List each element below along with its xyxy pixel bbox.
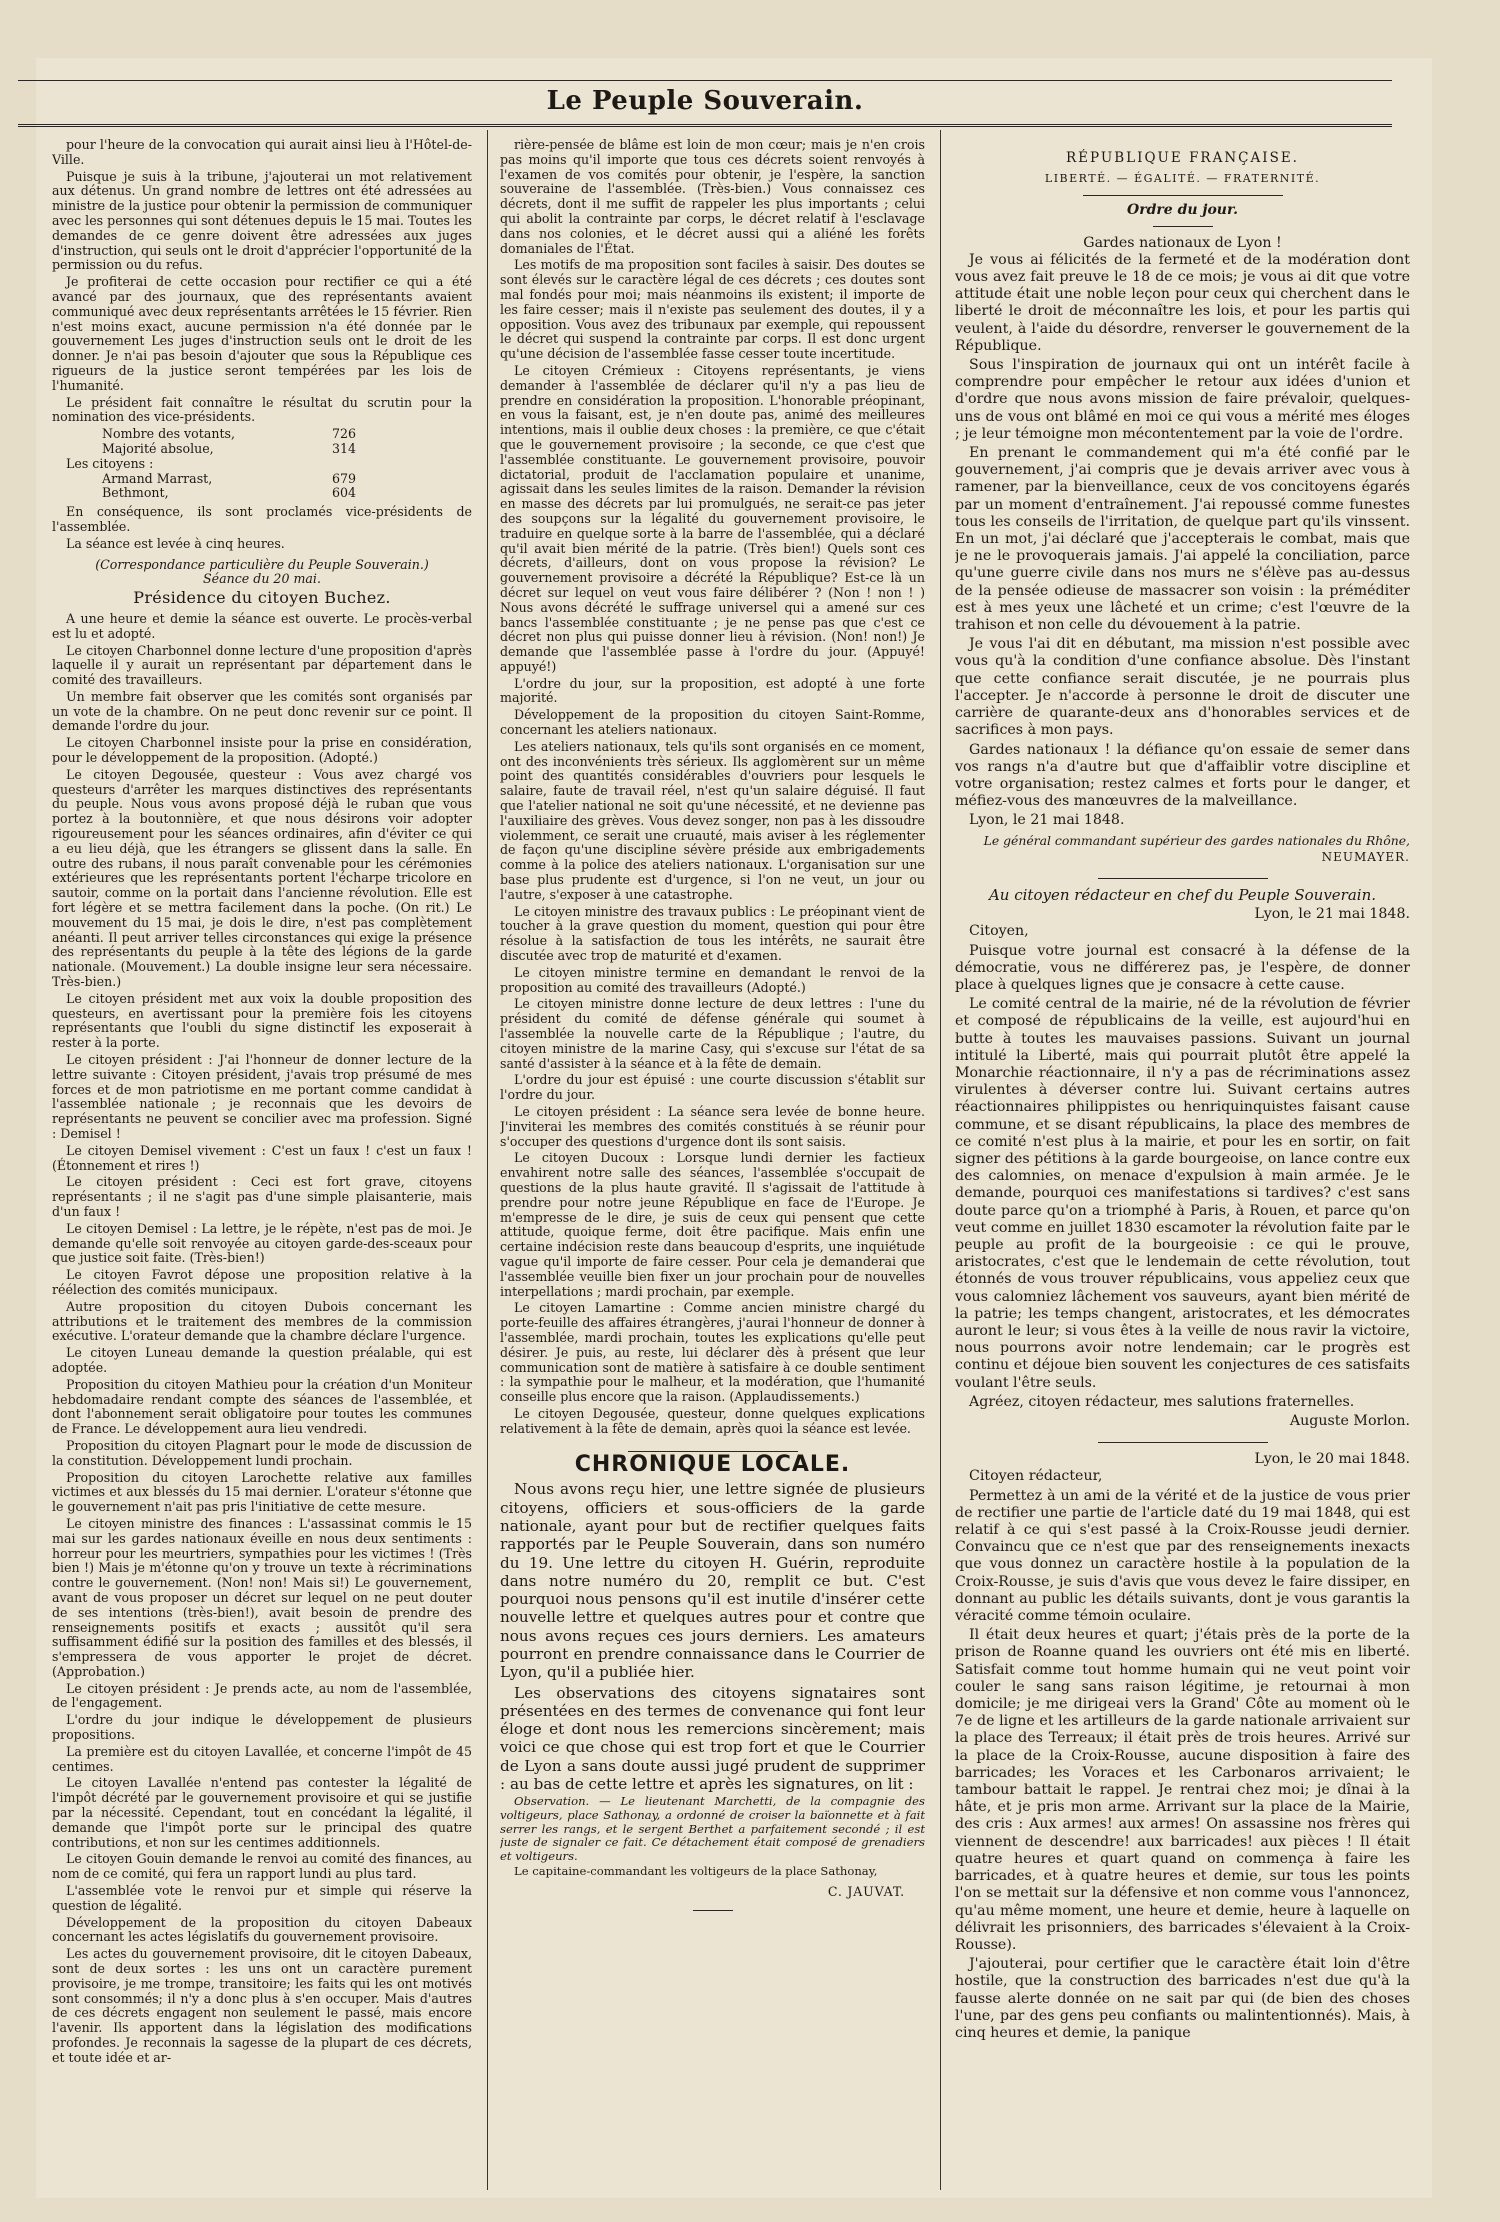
paragraph: Le comité central de la mairie, né de la révolution de février et composé de républicains de la veille, est aujourd'hui en butte à toutes les mauvaises passions. Suivant un journal intitulé la Liberté, mais qui pourrait plutôt être appelé la Monarchie réactionnaire, il n'y a pas de récriminations assez virulentes à déverser contre lui. Suivant certains autres réactionnaires philippistes ou henriquinquistes faisant cause commune, et se disant républicains, la place des membres de ce comité n'est plus à la mairie, et pour les en sortir, on fait signer des pétitions à la garde bourgeoise, on lance contre eux des calomnies, on menace d'expulsion à main armée. Je le demande, pourquoi ces manifestations si tardives? c'est sans doute parce qu'on a triomphé à Paris, à Rouen, et parce qu'on veut comme en juillet 1830 escamoter la révolution faite par le peuple au profit de la bourgeoisie : ce qui le prouve, aristocrates, c'est que le lendemain de cette révolution, tout étonnés de vous trouver républicains, vous appeliez ceux que vous calomniez lâchement vos sauveurs, ayant bien mérité de la patrie; les temps changent, aristocrates, et les démocrates auront le leur; si vous êtes à la veille de nous ravir la victoire, nous pourrons avoir notre lendemain; car le progrès est continu et déjoue bien souvent les conjectures de ces satisfaits voulant l'être seuls.: [955, 996, 1410, 1391]
header-rule-short: [1153, 226, 1213, 227]
end-rule: [693, 1910, 733, 1911]
signature: C. JAUVAT.: [827, 1883, 905, 1899]
paragraph: Nous avons reçu hier, une lettre signée de plusieurs citoyens, officiers et sous-officiers de la garde nationale, ayant pour but de rectifier quelques faits rapportés par le Peuple Souverain, dans son numéro du 19. Une lettre du citoyen H. Guérin, reproduite dans notre numéro du 20, remplit ce but. C'est pourquoi nous pensons qu'il est inutile d'insérer cette nouvelle lettre et quelques autres pour et contre que nous avons reçues ces jours derniers. Les amateurs pourront en prendre connaissance dans le Courrier de Lyon, qu'il a publiée hier.: [500, 1480, 925, 1682]
paragraph: J'ajouterai, pour certifier que le caractère était loin d'être hostile, que la construction des barricades n'est due qu'à la fausse alerte donnée on ne sait par qui (de bien des choses l'une, par des gens peu confiants ou malintentionnés). Mais, à cinq heures et demie, la panique: [955, 1956, 1410, 2041]
paragraph: Le citoyen président : J'ai l'honneur de donner lecture de la lettre suivante : Citoyen président, j'avais trop présumé de mes forces et de mon patriotisme en me portant comme candidat à l'assemblée nationale ; je reconnais que les devoirs de représentants ne peuvent se concilier avec ma profession. Signé : Demisel !: [52, 1052, 472, 1141]
vote-label: Les citoyens :: [66, 455, 154, 471]
paragraph: En prenant le commandement qui m'a été confié par le gouvernement, j'ai compris que je devais arriver avec vous à ramener, par la bienveillance, ceux de vos concitoyens égarés par un moment d'entraînement. J'ai repoussé comme funestes tous les conseils de l'irritation, de quelque part qu'ils vinssent. En un mot, j'ai déclaré que j'accepterais le combat, mais que je ne le provoquerais jamais. J'ai appelé la conciliation, parce qu'une guerre civile dans nos murs ne s'élève pas au-dessus de la pensée odieuse de massacrer son voisin : la préméditer est à mes yeux une lâcheté et un crime; c'est l'œuvre de la trahison et non celle du dévouement à la patrie.: [955, 445, 1410, 634]
paragraph: Le citoyen Luneau demande la question préalable, qui est adoptée.: [52, 1345, 472, 1375]
candidate-row: Armand Marrast, 679: [102, 470, 356, 486]
chronique-heading: CHRONIQUE LOCALE.: [574, 1451, 851, 1477]
paragraph: Le citoyen président : La séance sera levée de bonne heure. J'inviterai les membres des comités constitués à se réunir pour s'occuper des questions d'urgence dont ils sont saisis.: [500, 1104, 925, 1149]
paragraph: L'ordre du jour, sur la proposition, est adopté à une forte majorité.: [500, 675, 925, 706]
paragraph: Le citoyen Crémieux : Citoyens représentants, je viens demander à l'assemblée de déclarer qu'il n'y a pas lieu de prendre en considération la proposition. L'honorable préopinant, en vous la faisant, est, je n'en doute pas, animé des meilleures intentions, mais il oublie deux choses : la première, ce que c'était que le gouvernement provisoire ; la seconde, ce que c'est que l'assemblée constituante. Le gouvernement provisoire, pouvoir dictatorial, produit de l'acclamation populaire et unanime, agissait dans les seules limites de la raison. Demander la révision en masse des décrets par lui promulgués, ne serait-ce pas jeter des soupçons sur la légalité du gouvernement provisoire, le traduire en quelque sorte à la barre de l'assemblée, qui a déclaré qu'il avait bien mérité de la patrie. (Très bien!) Quels sont ces décrets, d'ailleurs, dont on vous propose la révision? Le gouvernement provisoire a décrété la République? Est-ce là un décret sur lequel on veut vous faire délibérer ? (Non ! non ! ) Nous avons décrété le suffrage universel qui a amené sur ces bancs l'assemblée constituante ; je ne pense pas que c'est ce décret non plus qui puisse donner lieu à révision. (Non! non!) Je demande que l'assemblée passe à l'ordre du jour. (Appuyé! appuyé!): [500, 362, 925, 674]
paragraph: Le citoyen Gouin demande le renvoi au comité des finances, au nom de ce comité, qui fera un rapport lundi au plus tard.: [52, 1851, 472, 1882]
session-report: [52, 612, 472, 2066]
paragraph: Le citoyen Lavallée n'entend pas contester la légalité de l'impôt décrété par le gouvernement provisoire et qui se justifie par la nécessité. Cependant, tout en concédant la légalité, il demande que l'impôt porte sur le principal des quatre contributions, et non sur les centimes additionnels.: [52, 1775, 472, 1850]
ordre-du-jour-heading: Ordre du jour.: [1127, 202, 1238, 219]
dateline: Lyon, le 21 mai 1848.: [1254, 906, 1410, 923]
signature-title: Le général commandant supérieur des gardes nationales du Rhône,: [983, 832, 1410, 848]
paragraph: Développement de la proposition du citoyen Dabeaux concernant les actes législatifs du gouvernement provisoire.: [52, 1914, 472, 1945]
column-1: [52, 138, 472, 2068]
paragraph: Un membre fait observer que les comités sont organisés par un vote de la chambre. On ne peut donc revenir sur ce point. Il demande l'ordre du jour.: [52, 688, 472, 734]
header-rule: [1083, 195, 1283, 196]
signature: NEUMAYER.: [1321, 849, 1410, 864]
signature: Auguste Morlon.: [1289, 1413, 1410, 1430]
paragraph: La séance est levée à cinq heures.: [66, 535, 285, 551]
paragraph: Proposition du citoyen Larochette relative aux familles victimes et aux blessés du 15 mai dernier. L'orateur s'étonne que le gouvernement n'ait pas pris l'initiative de cette mesure.: [52, 1469, 472, 1515]
paragraph: Le citoyen Charbonnel donne lecture d'une proposition d'après laquelle il y aurait un représentant par département dans le comité des travailleurs.: [52, 642, 472, 688]
paragraph: Je vous l'ai dit en débutant, ma mission n'est possible avec vous qu'à la condition d'une confiance absolue. Dès l'instant que cette confiance serait discutée, je ne pourrais plus l'accepter. Je n'accorde à personne le droit de discuter une carrière de quarante-deux ans d'honorables services et de sacrifices à mon pays.: [955, 636, 1410, 739]
section-rule: [1098, 1442, 1268, 1443]
presidence-heading: Présidence du citoyen Buchez.: [133, 588, 391, 608]
paragraph: Gardes nationaux ! la défiance qu'on essaie de semer dans vos rangs n'a d'autre but que d'affaiblir votre discipline et votre organisation; restez calmes et forts pour le danger, et méfiez-vous des manœuvres de la malveillance.: [955, 741, 1410, 810]
paragraph: Le citoyen Favrot dépose une proposition relative à la réélection des comités municipaux.: [52, 1267, 472, 1297]
paragraph: Le président fait connaître le résultat du scrutin pour la nomination des vice-présidents.: [52, 394, 472, 425]
paragraph: Le citoyen Degousée, questeur, donne quelques explications relativement à la fête de demain, après quoi la séance est levée.: [500, 1405, 925, 1436]
republique-title: RÉPUBLIQUE FRANÇAISE.: [1066, 150, 1299, 166]
correspondence-note: (Correspondance particulière du Peuple Souverain.): [95, 556, 429, 572]
paragraph: Le citoyen Charbonnel insiste pour la prise en considération, pour le développement de la proposition. (Adopté.): [52, 735, 472, 766]
paragraph: Le citoyen Ducoux : Lorsque lundi dernier les factieux envahirent notre salle des séances, l'assemblée s'occupait de questions de la plus haute gravité. Il s'agissait de l'attitude à prendre pour notre jeune République en face de l'Europe. Je m'empresse de le dire, je suis de ceux qui pensent que cette attitude, quoique ferme, doit être pacifique. Mais enfin une certaine indécision reste dans beaucoup d'esprits, une inquiétude vague qu'il importe de faire cesser. Pour cela je demanderai que l'assemblée veuille bien fixer un jour prochain pour de nouvelles interpellations ; mardi prochain, par exemple.: [500, 1150, 925, 1299]
paragraph: Je profiterai de cette occasion pour rectifier ce qui a été avancé par des journaux, que des représentants avaient communiqué avec deux représentants arrêtées le 15 février. Rien n'est moins exact, aucune permission n'a été donnée par le gouvernement Les juges d'instruction seuls ont le droit de les donner. Je n'ai pas besoin d'ajouter que sous la République ces rigueurs de la justice seront tempérées par les lois de l'humanité.: [52, 274, 472, 393]
paragraph: Les ateliers nationaux, tels qu'ils sont organisés en ce moment, ont des inconvénients très sérieux. Ils agglomèrent sur un même point des quantités considérables d'ouvriers pour lesquels le salaire, faute de travail réel, n'est qu'un salaire déguisé. Il faut que l'atelier national ne soit qu'une nécessité, et ne devienne pas l'auxiliaire des grèves. Vous devez songer, non pas à les dissoudre violemment, ce serait une cruauté, mais aviser à les réglementer de façon qu'une discipline sévère préside aux embrigadements comme à la police des ateliers nationaux. L'organisation sur une base plus prudente est d'urgence, si l'on ne veut, un jour ou l'autre, s'exposer à une catastrophe.: [500, 738, 925, 902]
masthead-rule-bottom: [18, 124, 1392, 127]
paragraph: Le citoyen président : Je prends acte, au nom de l'assemblée, de l'engagement.: [52, 1680, 472, 1711]
paragraph: Observation. — Le lieutenant Marchetti, de la compagnie des voltigeurs, place Sathonay, a ordonné de croiser la baïonnette et à fait serrer les rangs, et le sergent Berthet a parfaitement secondé ; il est juste de signaler ce fait. Ce détachement était composé de grenadiers et voltigeurs.: [500, 1794, 925, 1863]
paragraph: rière-pensée de blâme est loin de mon cœur; mais je n'en crois pas moins qu'il importe que tous ces décrets soient renvoyés à l'examen de vos comités pour obtenir, je l'espère, la sanction souveraine de l'assemblée. (Très-bien.) Vous connaissez ces décrets, dont il me suffit de rappeler les plus importants ; celui qui abolit la contrainte par corps, le décret relatif à l'esclavage dans nos colonies, et le décret aussi qui a aliéné les forêts domaniales de l'État.: [500, 138, 925, 256]
observation-notice: [500, 1795, 925, 1879]
paragraph: Autre proposition du citoyen Dubois concernant les attributions et le traitement des membres de la commission exécutive. L'orateur demande que la chambre déclare l'urgence.: [52, 1298, 472, 1344]
paragraph: Sous l'inspiration de journaux qui ont un intérêt facile à comprendre pour empêcher le retour aux idées d'union et d'ordre que nous avons mission de faire prévaloir, quelques-uns de vous ont blâmé en moi ce qui vous a mérité mes éloges ; je leur témoigne mon mécontentement par la voie de l'ordre.: [955, 357, 1410, 442]
paragraph: Développement de la proposition du citoyen Saint-Romme, concernant les ateliers nationaux.: [500, 707, 925, 738]
vote-row: Nombre des votants, 726: [102, 426, 356, 442]
column-divider-1: [487, 130, 488, 2190]
paragraph: Le capitaine-commandant les voltigeurs de la place Sathonay,: [514, 1864, 878, 1879]
section-rule: [1098, 878, 1268, 879]
paragraph: Puisque je suis à la tribune, j'ajouterai un mot relativement aux détenus. Un grand nombre de lettres ont été adressées au ministre de la justice pour obtenir la permission de communiquer avec les personnes qui sont détenues depuis le 15 mai. Toutes les demandes de ce genre doivent être adressées aux juges d'instruction, qui seuls ont le droit d'apprécier l'opportunité de la permission ou du refus.: [52, 168, 472, 273]
paragraph: Agréez, citoyen rédacteur, mes salutions fraternelles.: [969, 1393, 1355, 1410]
vote-results: [52, 427, 472, 501]
paragraph: L'ordre du jour est épuisé : une courte discussion s'établit sur l'ordre du jour.: [500, 1072, 925, 1103]
paragraph: Le citoyen Demisel : La lettre, je le répète, n'est pas de moi. Je demande qu'elle soit renvoyée au citoyen garde-des-sceaux pour que justice soit faite. (Très-bien!): [52, 1220, 472, 1266]
paragraph: Le citoyen président met aux voix la double proposition des questeurs, en avertissant pour la première fois les citoyens représentants que l'oubli du signe distinctif les exposerait à rester à la porte.: [52, 990, 472, 1051]
newspaper-title: Le Peuple Souverain.: [546, 86, 864, 116]
chronique-body: [500, 1480, 925, 1793]
republique-header: [955, 150, 1410, 227]
paragraph: L'ordre du jour indique le développement de plusieurs propositions.: [52, 1712, 472, 1743]
paragraph: Le citoyen Demisel vivement : C'est un faux ! c'est un faux ! (Étonnement et rires !): [52, 1142, 472, 1173]
candidate-row: Bethmont, 604: [102, 485, 356, 501]
paragraph: Proposition du citoyen Mathieu pour la création d'un Moniteur hebdomadaire rendant compte des séances de l'assemblée, et dont l'abonnement serait obligatoire pour toutes les communes de France. Le développement aura lieu vendredi.: [52, 1376, 472, 1437]
paragraph: La première est du citoyen Lavallée, et concerne l'impôt de 45 centimes.: [52, 1743, 472, 1774]
salutation: Citoyen,: [969, 923, 1029, 940]
paragraph: Le citoyen ministre donne lecture de deux lettres : l'une du président du comité de défense générale qui soumet à l'assemblée la nouvelle carte de la République ; l'autre, du citoyen ministre de la marine Casy, qui s'excuse sur l'état de sa santé d'assister à la séance et à la fête de demain.: [500, 996, 925, 1071]
masthead-rule-top: [18, 80, 1392, 81]
letter-heading: Au citoyen rédacteur en chef du Peuple Souverain.: [988, 885, 1377, 904]
column-3: [955, 138, 1410, 2044]
paragraph: Le citoyen président : Ceci est fort grave, citoyens représentants ; il ne s'agit pas d'une simple plaisanterie, mais d'un faux !: [52, 1174, 472, 1219]
paragraph: Permettez à un ami de la vérité et de la justice de vous prier de rectifier une partie de l'article daté du 19 mai 1848, qui est relatif à ce qui s'est passé à la Croix-Rousse jeudi dernier. Convaincu que ce n'est que par des renseignements inexacts que vous donnez un caractère hostile à la population de la Croix-Rousse, je suis d'avis que vous devez le faire dissiper, en donnant au public les détails suivants, dont je vous garantis la véracité comme témoin oculaire.: [955, 1487, 1410, 1625]
paragraph: Le citoyen Lamartine : Comme ancien ministre chargé du porte-feuille des affaires étrangères, j'aurai l'honneur de donner à l'assemblée, mardi prochain, toutes les explications qu'elle peut désirer. Je puis, au reste, lui déclarer dès à présent que leur communication sont de matière à satisfaire à ce double sentiment : la sympathie pour le malheur, et la modération, que l'humanité conseille plus encore que la raison. (Applaudissements.): [500, 1300, 925, 1405]
republique-motto: LIBERTÉ. — ÉGALITÉ. — FRATERNITÉ.: [1044, 172, 1321, 186]
paragraph: Les observations des citoyens signataires sont présentées en des termes de convenance qui font leur éloge et dont nous les remercions sincèrement; mais voici ce que chose qui est trop fort et que le Courrier de Lyon a sans doute aussi jugé prudent de supprimer : au bas de cette lettre et après les signatures, on lit :: [500, 1683, 925, 1794]
paragraph: Je vous ai félicités de la fermeté et de la modération dont vous avez fait preuve le 18 de ce mois; je vous ai dit que votre attitude était une noble leçon pour ceux qui cherchent dans le liberté le droit de méconnaître les lois, et pour les partis qui veulent, à l'aide du désordre, renverser le gouvernement de la République.: [955, 251, 1410, 354]
paragraph: Il était deux heures et quart; j'étais près de la porte de la prison de Roanne quand les ouvriers ont été mis en liberté. Satisfait comme tout homme humain qui ne veut point voir couler le sang sans raison légitime, je retournai à mon domicile; je me dirigeai vers la Grand' Côte au moment où le 7e de ligne et les artilleurs de la garde nationale arrivaient sur la place des Terreaux; il était près de trois heures. Arrivé sur la place de la Croix-Rousse, aucune disposition à faire des barricades; les Voraces et les Carbonaros arrivaient; le tambour battait le rappel. Je rentrai chez moi; je dînai à la hâte, et je pris mon arme. Arrivant sur la place de la Mairie, des cris : Aux armes! aux armes! On assassine nos frères qui viennent de descendre! aux barricades! aux pièces ! Il était quatre heures et quart quand on commença à faire les barricades, et à quatre heures et demie, sur tous les points l'on se mettait sur la défensive et non comme vous l'annoncez, qu'au même moment, une heure et demie, heure à laquelle on délivrait les prisonniers, des barricades s'élevaient à la Croix-Rousse).: [955, 1627, 1410, 1953]
paragraph: Le citoyen ministre des travaux publics : Le préopinant vient de toucher à la grave question du moment, question qui pour être résolue à la satisfaction de tous les intérêts, ne saurait être discutée avec trop de maturité et d'examen.: [500, 903, 925, 964]
paragraph: A une heure et demie la séance est ouverte. Le procès-verbal est lu et adopté.: [52, 610, 472, 641]
paragraph: Le citoyen ministre termine en demandant le renvoi de la proposition au comité des travailleurs (Adopté.): [500, 964, 925, 995]
paragraph: Proposition du citoyen Plagnart pour le mode de discussion de la constitution. Développement lundi prochain.: [52, 1437, 472, 1468]
dateline: Lyon, le 20 mai 1848.: [1254, 1451, 1410, 1468]
salutation: Citoyen rédacteur,: [969, 1468, 1103, 1485]
vote-row: Majorité absolue, 314: [102, 440, 356, 456]
column-divider-2: [940, 130, 941, 2190]
dateline: Lyon, le 21 mai 1848.: [969, 812, 1125, 829]
seance-date: Séance du 20 mai.: [203, 571, 321, 587]
column-2: [500, 138, 925, 1921]
paragraph: Le citoyen ministre des finances : L'assassinat commis le 15 mai sur les gardes nationaux éveille en nous deux sentiments : horreur pour les meurtriers, sympathies pour les victimes ! (Très bien !) Mais je m'étonne qu'on y trouve un texte à récriminations contre le gouvernement. (Non! non! Mais si!) Le gouvernement, avant de vous proposer un décret sur lequel on ne peut douter de ses intentions (très-bien!), avait besoin de prendre des renseignements positifs et exacts ; aussitôt qu'il sera suffisamment édifié sur la position des familles et des blessés, il s'empressera de vous apporter le projet de décret. (Approbation.): [52, 1515, 472, 1679]
paragraph: pour l'heure de la convocation qui aurait ainsi lieu à l'Hôtel-de-Ville.: [52, 138, 472, 167]
paragraph: En conséquence, ils sont proclamés vice-présidents de l'assemblée.: [52, 504, 472, 534]
paragraph: Le citoyen Degousée, questeur : Vous avez chargé vos questeurs d'arrêter les marques distinctives des représentants du peuple. Nous vous avons proposé déjà le ruban que vous portez à la boutonnière, et que nous désirons voir adopter rigoureusement pour les séances ordinaires, afin d'éviter ce qui a eu lieu déjà, que les étrangers se glissent dans la salle. En outre des rubans, il nous paraît convenable pour les cérémonies extérieures que les représentants portent l'écharpe tricolore en sautoir, comme on la portait dans l'ancienne révolution. Elle est fort légère et se mettra facilement dans la poche. (On rit.) Le mouvement du 15 mai, je dois le dire, n'est pas complètement anéanti. Il peut arriver telles circonstances qui exige la présence des représentants du peuple à la tête des légions de la garde nationale. (Mouvement.) La double insigne leur sera nécessaire. Très-bien.): [52, 766, 472, 990]
paragraph: L'assemblée vote le renvoi pur et simple qui réserve la question de légalité.: [52, 1883, 472, 1913]
paragraph: Les motifs de ma proposition sont faciles à saisir. Des doutes se sont élevés sur le caractère légal de ces décrets ; ces doutes sont mal fondés pour moi; mais néanmoins ils existent; il importe de les faire cesser; mais il n'existe pas seulement des doutes, il y a opposition. Vous avez des tribunaux par exemple, qui repoussent le décret qui suspend la contrainte par corps. Il est donc urgent qu'une décision de l'assemblée fasse cesser toute incertitude.: [500, 257, 925, 362]
paragraph: Puisque votre journal est consacré à la défense de la démocratie, vous ne différerez pas, je l'espère, de donner place à quelques lignes que je consacre à cette cause.: [955, 942, 1410, 993]
paragraph: Les actes du gouvernement provisoire, dit le citoyen Dabeaux, sont de deux sortes : les uns ont un caractère purement provisoire, je me trompe, transitoire; les faits qui les ont motivés sont consommés; il n'y a donc plus à s'en occuper. Mais d'autres de ces décrets engagent non seulement le passé, mais encore l'avenir. Ils apportent dans la législation des modifications profondes. Je reconnais la sagesse de la plupart de ces décrets, et toute idée et ar-: [52, 1946, 472, 2065]
address-heading: Gardes nationaux de Lyon !: [1083, 234, 1282, 251]
masthead: [18, 72, 1392, 130]
